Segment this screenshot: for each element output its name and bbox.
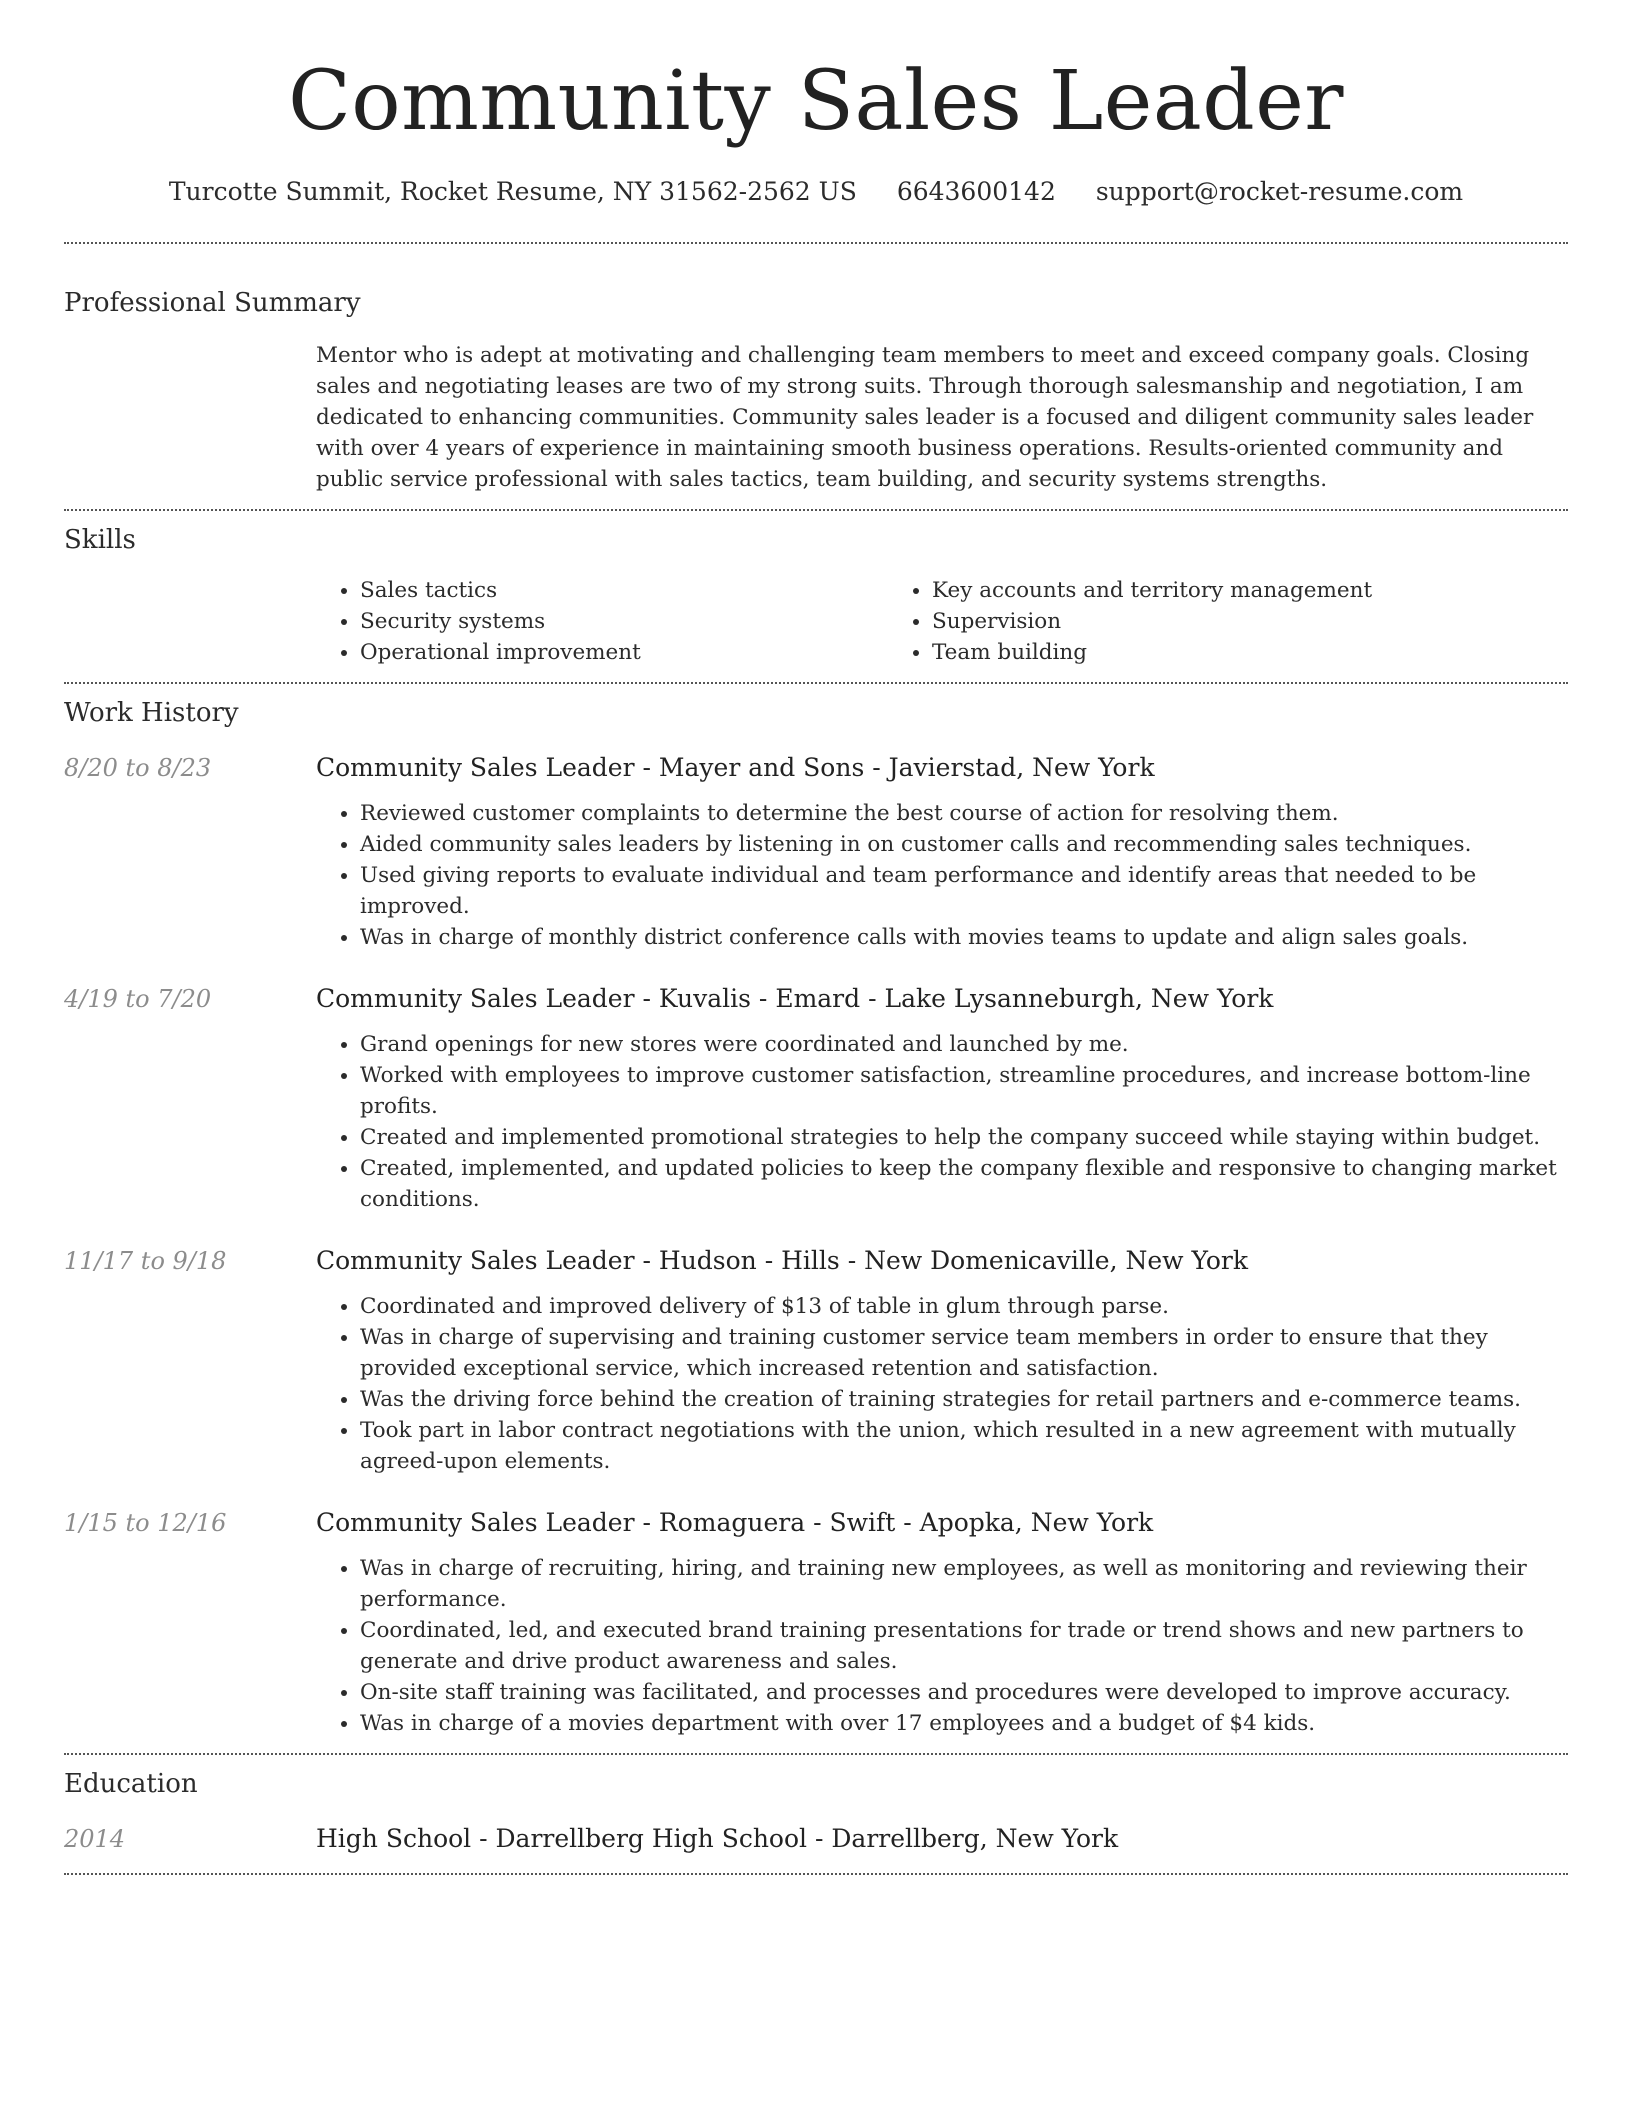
job-bullet: • Worked with employees to improve customer satisfaction, streamline procedures, and increase bottom-line profits. — [360, 1060, 1568, 1122]
skill-item: • Sales tactics — [360, 575, 888, 606]
job-date: 11/17 to 9/18 — [64, 1247, 227, 1275]
job-entry — [64, 752, 1568, 953]
job-bullet: • On-site staff training was facilitated, and processes and procedures were developed to improve accuracy. — [360, 1677, 1568, 1708]
skills-grid — [316, 575, 1568, 668]
job-date: 1/15 to 12/16 — [64, 1509, 227, 1537]
job-heading: Community Sales Leader - Kuvalis - Emard - Lake Lysanneburgh, New York — [316, 984, 1274, 1013]
skills-column-right — [888, 575, 1372, 668]
job-bullet: • Created, implemented, and updated policies to keep the company flexible and responsive to changing market conditions. — [360, 1153, 1568, 1215]
summary-text: Mentor who is adept at motivating and challenging team members to meet and exceed company goals. Closing sales and negotiating leases are two of my strong suits. Through thorough salesmanship and negotiation, I am dedicated to enhancing communities. Community sales leader is a focused and diligent community sales leader with over 4 years of experience in maintaining smooth business operations. Results-oriented community and public service professional with sales tactics, team building, and security systems strengths. — [316, 343, 1534, 492]
contact-phone: 6643600142 — [896, 177, 1056, 206]
skill-item: • Supervision — [932, 606, 1372, 637]
skill-item: • Operational improvement — [360, 637, 888, 668]
skills-title: Skills — [64, 525, 136, 555]
skill-item: • Security systems — [360, 606, 888, 637]
job-bullet: • Was in charge of supervising and training customer service team members in order to ensure that they provided exceptional service, which increased retention and satisfaction. — [360, 1322, 1568, 1384]
work-section — [64, 684, 1568, 1739]
job-bullet: • Reviewed customer complaints to determine the best course of action for resolving them. — [360, 798, 1568, 829]
work-title: Work History — [64, 698, 239, 728]
job-heading: Community Sales Leader - Hudson - Hills - New Domenicaville, New York — [316, 1246, 1248, 1275]
job-details — [316, 983, 1568, 1215]
skills-column-left — [316, 575, 888, 668]
job-date: 8/20 to 8/23 — [64, 754, 212, 782]
job-bullet: • Aided community sales leaders by listening in on customer calls and recommending sales techniques. — [360, 829, 1568, 860]
education-title: Education — [64, 1769, 198, 1799]
skill-item: • Key accounts and territory management — [932, 575, 1372, 606]
job-details — [316, 1245, 1568, 1477]
summary-title: Professional Summary — [64, 288, 361, 318]
job-bullet: • Coordinated, led, and executed brand training presentations for trade or trend shows and new partners to generate and drive product awareness and sales. — [360, 1615, 1568, 1677]
job-bullets — [316, 1029, 1568, 1215]
contact-address: Turcotte Summit, Rocket Resume, NY 31562-2562 US — [168, 177, 857, 206]
education-entry — [64, 1823, 1568, 1855]
education-section — [64, 1755, 1568, 1855]
job-bullet: • Was in charge of a movies department with over 17 employees and a budget of $4 kids. — [360, 1708, 1568, 1739]
job-bullet: • Grand openings for new stores were coordinated and launched by me. — [360, 1029, 1568, 1060]
job-entry — [64, 1507, 1568, 1739]
job-heading: Community Sales Leader - Romaguera - Swift - Apopka, New York — [316, 1508, 1154, 1537]
job-bullets — [316, 798, 1568, 953]
contact-line — [64, 176, 1568, 208]
education-date: 2014 — [64, 1825, 126, 1853]
job-bullet: • Was in charge of recruiting, hiring, and training new employees, as well as monitoring and reviewing their performance. — [360, 1553, 1568, 1615]
divider — [64, 1873, 1568, 1875]
summary-body — [316, 340, 1568, 495]
job-bullet: • Coordinated and improved delivery of $13 of table in glum through parse. — [360, 1291, 1568, 1322]
job-bullet: • Used giving reports to evaluate individual and team performance and identify areas that needed to be improved. — [360, 860, 1568, 922]
education-details — [316, 1823, 1568, 1855]
job-details — [316, 1507, 1568, 1739]
education-heading: High School - Darrellberg High School - Darrellberg, New York — [316, 1824, 1119, 1853]
job-bullet: • Was the driving force behind the creation of training strategies for retail partners and e-commerce teams. — [360, 1384, 1568, 1415]
contact-email: support@rocket-resume.com — [1095, 177, 1464, 206]
job-bullet: • Was in charge of monthly district conference calls with movies teams to update and align sales goals. — [360, 922, 1568, 953]
job-details — [316, 752, 1568, 953]
skills-section — [64, 511, 1568, 668]
job-bullet: • Took part in labor contract negotiations with the union, which resulted in a new agreement with mutually agreed-upon elements. — [360, 1415, 1568, 1477]
job-date: 4/19 to 7/20 — [64, 985, 212, 1013]
job-entry — [64, 983, 1568, 1215]
job-bullets — [316, 1291, 1568, 1477]
summary-section — [64, 244, 1568, 495]
job-bullet: • Created and implemented promotional strategies to help the company succeed while staying within budget. — [360, 1122, 1568, 1153]
job-entry — [64, 1245, 1568, 1477]
job-heading: Community Sales Leader - Mayer and Sons - Javierstad, New York — [316, 753, 1155, 782]
job-bullets — [316, 1553, 1568, 1739]
skill-item: • Team building — [932, 637, 1372, 668]
resume-name: Community Sales Leader — [288, 54, 1344, 149]
